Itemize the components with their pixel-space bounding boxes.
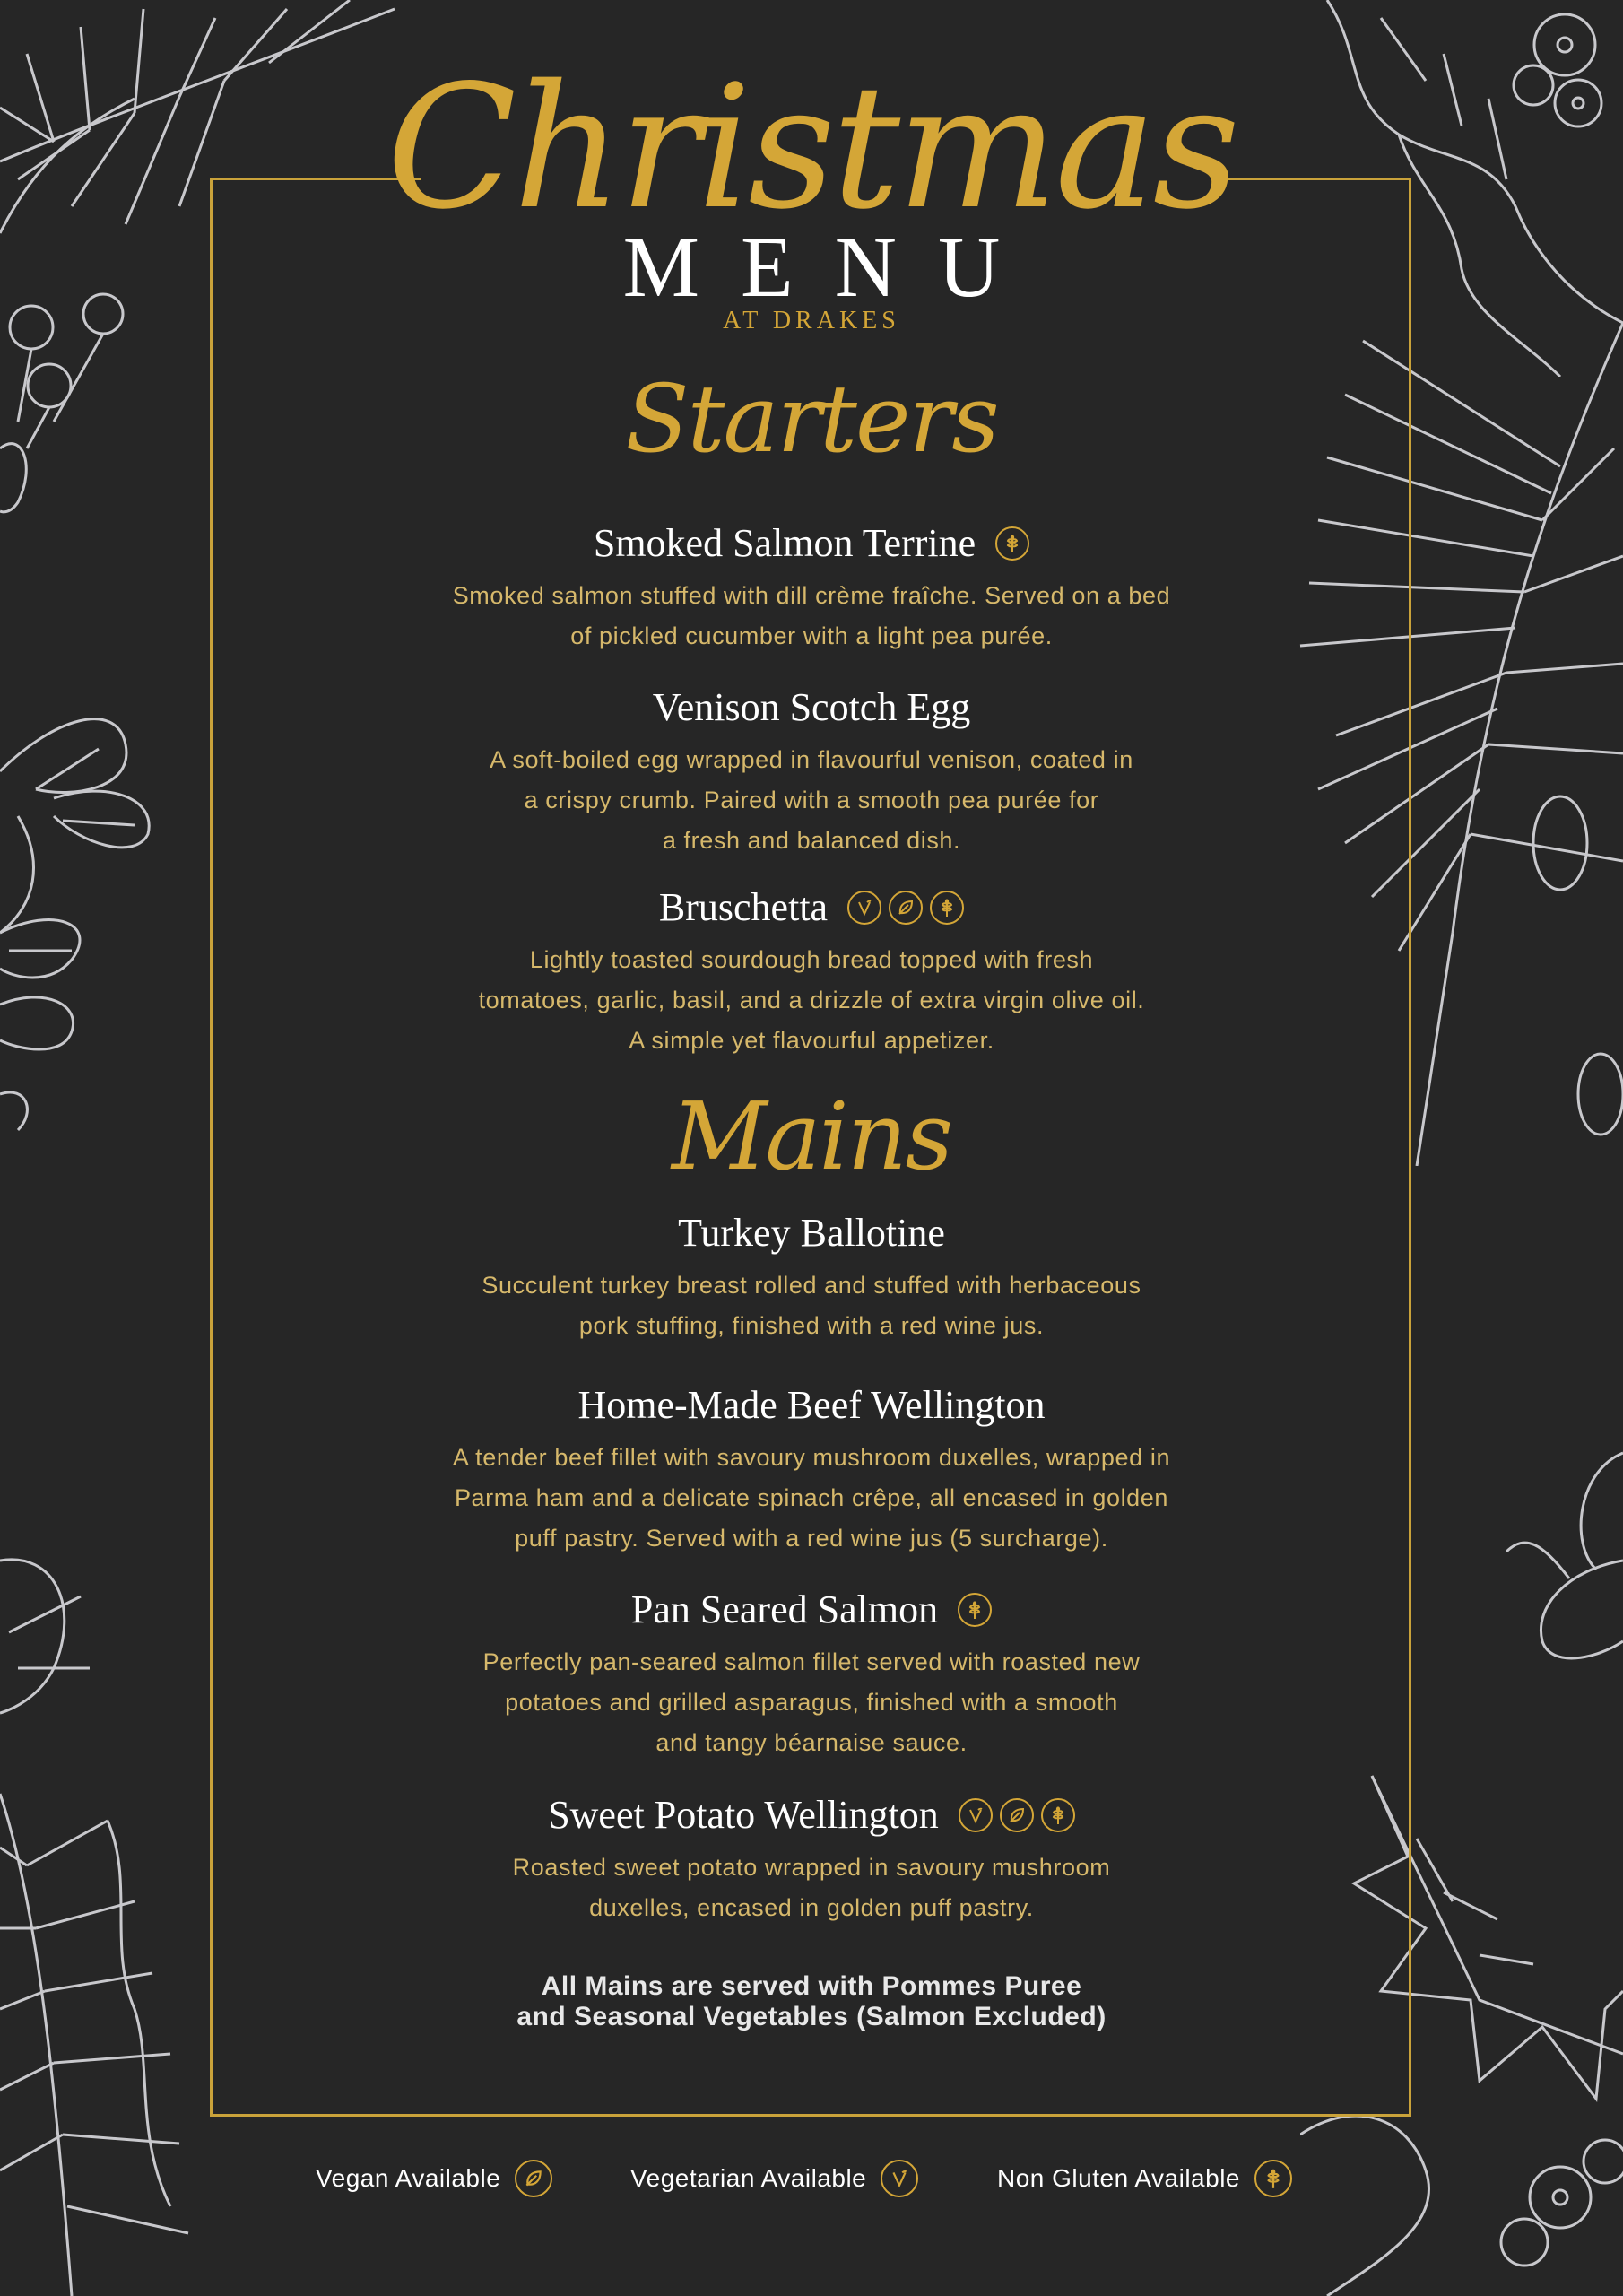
section-title-mains: Mains bbox=[671, 1082, 952, 1191]
legend-label: Vegan Available bbox=[316, 2164, 501, 2192]
legend-label: Non Gluten Available bbox=[997, 2164, 1240, 2192]
leaf-icon bbox=[515, 2160, 552, 2197]
dish-name: Venison Scotch Egg bbox=[652, 685, 971, 729]
dish-name: Sweet Potato Wellington bbox=[548, 1793, 939, 1837]
dish-description: Lightly toasted sourdough bread topped with fresh tomatoes, garlic, basil, and a drizzle of extra virgin olive oil. A simple yet flavourful appetizer. bbox=[478, 946, 1145, 1054]
dietary-badges bbox=[959, 1798, 1075, 1832]
dietary-badges bbox=[995, 526, 1029, 561]
dish-turkey-ballotine bbox=[0, 1213, 1623, 1346]
subtitle-at-drakes: AT DRAKES bbox=[723, 307, 900, 335]
legend-label: Vegetarian Available bbox=[630, 2164, 867, 2192]
dish-name: Smoked Salmon Terrine bbox=[593, 521, 976, 565]
dish-bruschetta bbox=[0, 885, 1623, 1061]
legend-vegetarian bbox=[630, 2160, 918, 2197]
wheat-icon bbox=[958, 1593, 992, 1627]
wheat-icon bbox=[1254, 2160, 1292, 2197]
dish-description: Roasted sweet potato wrapped in savoury mushroom duxelles, encased in golden puff pastry. bbox=[512, 1854, 1111, 1921]
legend-vegan bbox=[316, 2160, 552, 2197]
dish-sweet-potato-wellington bbox=[0, 1793, 1623, 1928]
dish-venison-scotch-egg bbox=[0, 685, 1623, 861]
dish-description: Smoked salmon stuffed with dill crème fraîche. Served on a bed of pickled cucumber with a light pea purée. bbox=[452, 582, 1171, 649]
wheat-icon bbox=[995, 526, 1029, 561]
dish-description: Succulent turkey breast rolled and stuffed with herbaceous pork stuffing, finished with a red wine jus. bbox=[482, 1272, 1141, 1339]
dish-beef-wellington bbox=[0, 1383, 1623, 1559]
dietary-badges bbox=[847, 891, 964, 925]
dish-description: A tender beef fillet with savoury mushroom duxelles, wrapped in Parma ham and a delicate spinach crêpe, all encased in golden puff pastry. Served with a red wine jus (5 surcharge). bbox=[452, 1444, 1171, 1552]
dish-pan-seared-salmon bbox=[0, 1587, 1623, 1763]
dish-description: A soft-boiled egg wrapped in flavourful venison, coated in a crispy crumb. Paired with a smooth pea purée for a fresh and balanced dish. bbox=[490, 746, 1133, 854]
v-icon bbox=[881, 2160, 918, 2197]
dish-name: Home-Made Beef Wellington bbox=[577, 1383, 1046, 1427]
title-menu: MENU bbox=[622, 219, 1042, 315]
title-christmas: Christmas bbox=[386, 48, 1237, 247]
wheat-icon bbox=[1041, 1798, 1075, 1832]
wheat-icon bbox=[930, 891, 964, 925]
dish-description: Perfectly pan-seared salmon fillet served with roasted new potatoes and grilled asparagus, finished with a smooth and tangy béarnaise sauce. bbox=[482, 1648, 1141, 1756]
dish-name: Pan Seared Salmon bbox=[630, 1587, 939, 1631]
section-title-starters: Starters bbox=[625, 364, 998, 474]
dietary-badges bbox=[958, 1593, 992, 1627]
leaf-icon bbox=[889, 891, 923, 925]
mains-served-with-note: All Mains are served with Pommes Puree and Seasonal Vegetables (Salmon Excluded) bbox=[516, 1971, 1107, 2031]
leaf-icon bbox=[1000, 1798, 1034, 1832]
legend-gluten-free bbox=[997, 2160, 1292, 2197]
v-icon bbox=[847, 891, 881, 925]
dish-name: Bruschetta bbox=[658, 885, 829, 929]
dish-smoked-salmon-terrine bbox=[0, 521, 1623, 657]
v-icon bbox=[959, 1798, 993, 1832]
dish-name: Turkey Ballotine bbox=[678, 1211, 945, 1255]
